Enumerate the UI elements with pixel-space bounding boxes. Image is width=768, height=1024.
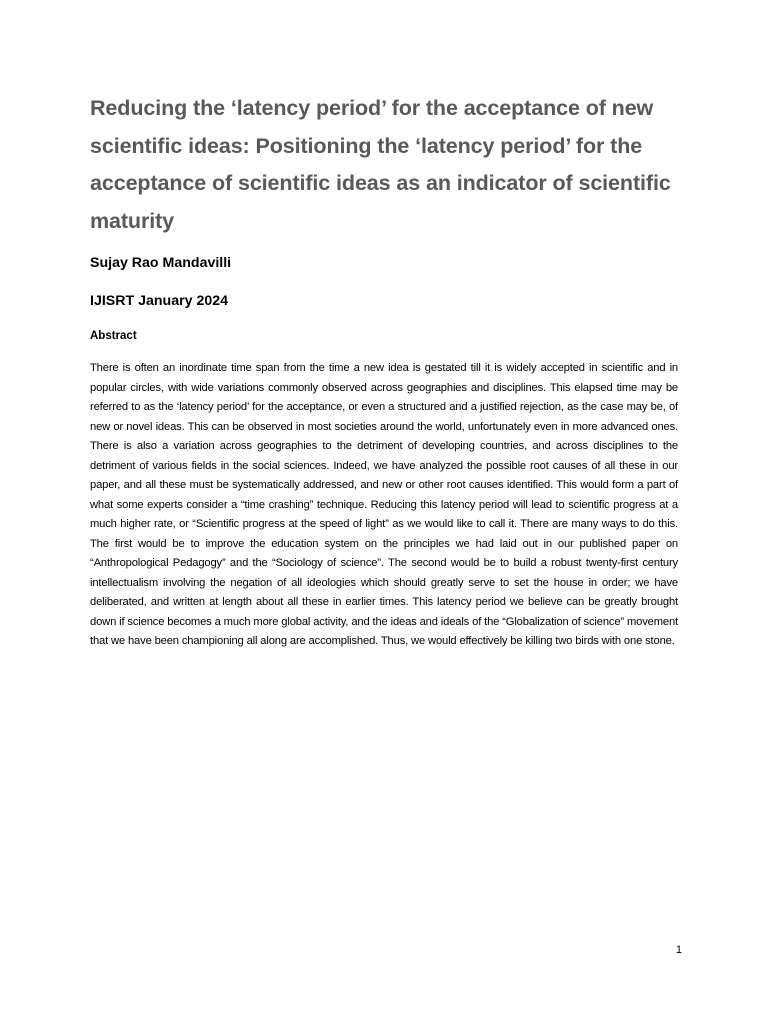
abstract-body: There is often an inordinate time span from the time a new idea is gestated till it is widely accepted in scientific and in popular circles, with wide variations commonly observed across geographies and disciplines. This elapsed time may be referred to as the ‘latency period’ for the acceptance, or even a structured and a justified rejection, as the case may be, of new or novel ideas. This can be observed in most societies around the world, unfortunately even in more advanced ones. There is also a variation across geographies to the detriment of developing countries, and across disciplines to the detriment of various fields in the social sciences. Indeed, we have analyzed the possible root causes of all these in our paper, and all these must be systematically addressed, and new or other root causes identified. This would form a part of what some experts consider a “time crashing” technique. Reducing this latency period will lead to scientific progress at a much higher rate, or “Scientific progress at the speed of light” as we would like to call it. There are many ways to do this. The first would be to improve the education system on the principles we had laid out in our published paper on “Anthropological Pedagogy” and the “Sociology of science”. The second would be to build a robust twenty-first century intellectualism involving the negation of all ideologies which should greatly serve to set the house in order; we have deliberated, and written at length about all these in earlier times. This latency period we believe can be greatly brought down if science becomes a much more global activity, and the ideas and ideals of the “Globalization of science” movement that we have been championing all along are accomplished. Thus, we would effectively be killing two birds with one stone.: [90, 362, 678, 647]
author-name: Sujay Rao Mandavilli: [90, 255, 232, 271]
page-number: 1: [675, 944, 682, 956]
abstract-heading: Abstract: [90, 330, 137, 342]
paper-title: Reducing the ‘latency period’ for the acceptance of new scientific ideas: Positioning the ‘latency period’ for the acceptance of scientific ideas as an indicator of scientific maturity: [90, 96, 671, 233]
journal-info: IJISRT January 2024: [90, 293, 229, 309]
